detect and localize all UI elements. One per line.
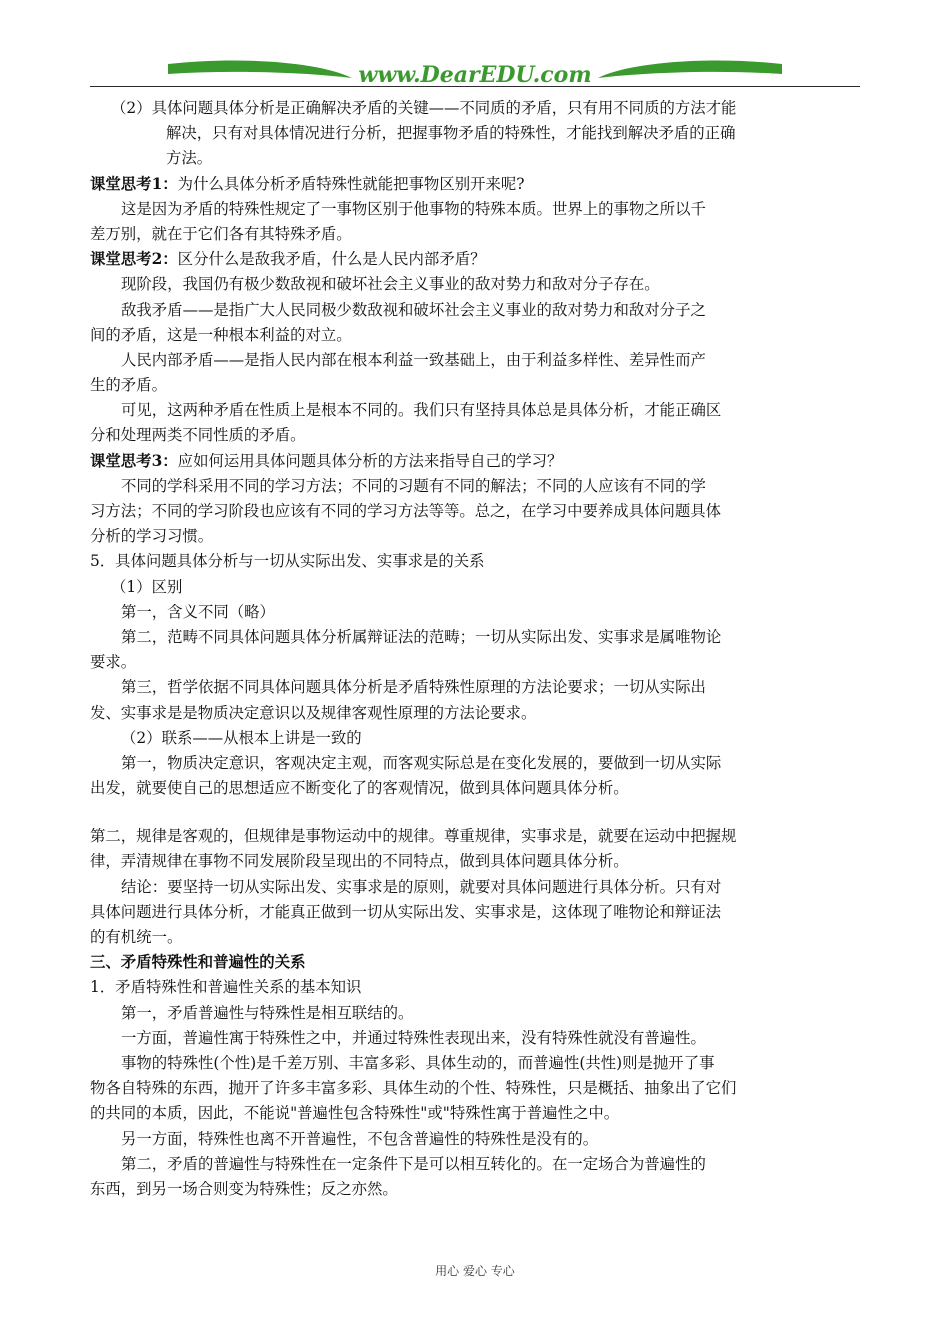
text-line	[90, 1152, 860, 1177]
line-text: 解决，只有对具体情况进行分析，把握事物矛盾的特殊性，才能找到解决矛盾的正确	[166, 124, 736, 143]
line-text: 分和处理两类不同性质的矛盾。	[90, 426, 306, 445]
line-text: 东西，到另一场合则变为特殊性；反之亦然。	[90, 1179, 398, 1198]
line-text: 结论：要坚持一切从实际出发、实事求是的原则，就要对具体问题进行具体分析。只有对	[121, 877, 722, 896]
text-line	[90, 146, 860, 171]
line-text: 5．具体问题具体分析与一切从实际出发、实事求是的关系	[90, 552, 485, 571]
text-line	[90, 549, 860, 574]
right-swoosh-icon	[598, 60, 782, 78]
text-line	[90, 575, 860, 600]
line-text: 第一，含义不同（略）	[121, 602, 275, 621]
text-line	[90, 1026, 860, 1051]
text-line	[90, 1177, 860, 1202]
line-text: 为什么具体分析矛盾特殊性就能把事物区别开来呢?	[177, 174, 525, 193]
line-text: 第一，物质决定意识，客观决定主观，而客观实际总是在变化发展的，要做到一切从实际	[121, 753, 722, 772]
line-text: 发、实事求是是物质决定意识以及规律客观性原理的方法论要求。	[90, 703, 537, 722]
line-text: 出发，就要使自己的思想适应不断变化了的客观情况，做到具体问题具体分析。	[90, 779, 629, 798]
text-line	[90, 398, 860, 423]
line-text: 敌我矛盾——是指广大人民同极少数敌视和破坏社会主义事业的敌对势力和敌对分子之	[121, 300, 706, 319]
line-text: 差万别，就在于它们各有其特殊矛盾。	[90, 224, 352, 243]
line-text: 的共同的本质，因此，不能说"普遍性包含特殊性"或"特殊性寓于普遍性之中。	[90, 1104, 620, 1123]
line-text: 区分什么是敌我矛盾，什么是人民内部矛盾？	[177, 250, 486, 269]
text-line	[90, 298, 860, 323]
line-text: 三、矛盾特殊性和普遍性的关系	[90, 953, 306, 972]
text-line	[90, 925, 860, 950]
line-text: 事物的特殊性(个性)是千差万别、丰富多彩、具体生动的，而普遍性(共性)则是抛开了事	[121, 1053, 715, 1072]
line-text: 现阶段，我国仍有极少数敌视和破坏社会主义事业的敌对势力和敌对分子存在。	[121, 275, 660, 294]
line-text: 不同的学科采用不同的学习方法；不同的习题有不同的解法；不同的人应该有不同的学	[121, 476, 706, 495]
text-line	[90, 625, 860, 650]
text-line	[90, 675, 860, 700]
dearedu-logo	[90, 48, 860, 98]
text-line	[90, 96, 860, 121]
line-text: 第三，哲学依据不同具体问题具体分析是矛盾特殊性原理的方法论要求；一切从实际出	[121, 678, 706, 697]
text-line	[90, 1101, 860, 1126]
line-text: 间的矛盾，这是一种根本利益的对立。	[90, 325, 352, 344]
text-line	[90, 824, 860, 849]
line-text: 的有机统一。	[90, 928, 183, 946]
line-text: 习方法；不同的学习阶段也应该有不同的学习方法等等。总之，在学习中要养成具体问题具体	[90, 502, 722, 520]
text-line	[90, 197, 860, 222]
text-line	[90, 373, 860, 398]
line-text: 第二，范畴不同具体问题具体分析属辩证法的范畴；一切从实际出发、实事求是属唯物论	[121, 627, 722, 646]
line-text: 另一方面，特殊性也离不开普遍性，不包含普遍性的特殊性是没有的。	[121, 1129, 599, 1148]
question-line	[90, 449, 860, 474]
question-line	[90, 247, 860, 272]
text-line	[90, 801, 860, 824]
text-line	[90, 222, 860, 247]
question-label: 课堂思考2：	[90, 250, 178, 269]
page-header	[90, 48, 860, 98]
line-text: 生的矛盾。	[90, 376, 167, 395]
header-rule	[90, 86, 860, 87]
text-line	[90, 474, 860, 499]
text-line	[90, 323, 860, 348]
line-text: 这是因为矛盾的特殊性规定了一事物区别于他事物的特殊本质。世界上的事物之所以千	[121, 199, 706, 218]
question-label: 课堂思考1：	[90, 174, 178, 193]
site-name: www.DearEDU.com	[358, 62, 592, 88]
line-text: 律，弄清规律在事物不同发展阶段呈现出的不同特点，做到具体问题具体分析。	[90, 852, 629, 871]
text-line	[90, 1076, 860, 1101]
text-line	[90, 650, 860, 675]
line-text: 第二，规律是客观的，但规律是事物运动中的规律。尊重规律，实事求是，就要在运动中把握规	[90, 827, 737, 846]
text-line	[90, 272, 860, 297]
text-line	[90, 849, 860, 874]
line-text: 1．矛盾特殊性和普遍性关系的基本知识	[90, 978, 362, 997]
left-swoosh-icon	[168, 60, 352, 78]
text-line	[90, 121, 860, 146]
text-line	[90, 726, 860, 751]
text-line	[90, 600, 860, 625]
page-footer: 用心 爱心 专心	[435, 1264, 515, 1278]
line-text: 应如何运用具体问题具体分析的方法来指导自己的学习？	[177, 451, 563, 470]
text-line	[90, 1001, 860, 1026]
text-line	[90, 1051, 860, 1076]
section-heading	[90, 950, 860, 975]
line-text: 第二，矛盾的普遍性与特殊性在一定条件下是可以相互转化的。在一定场合为普遍性的	[121, 1154, 706, 1173]
line-text: 可见，这两种矛盾在性质上是根本不同的。我们只有坚持具体总是具体分析，才能正确区	[121, 401, 722, 420]
text-line	[90, 499, 860, 524]
line-text: 具体问题进行具体分析，才能真正做到一切从实际出发、实事求是，这体现了唯物论和辩证法	[90, 902, 722, 921]
question-line	[90, 172, 860, 197]
text-line	[90, 875, 860, 900]
text-line	[90, 701, 860, 726]
text-line	[90, 1127, 860, 1152]
line-text: 要求。	[90, 653, 137, 672]
line-text: （2）具体问题具体分析是正确解决矛盾的关键——不同质的矛盾，只有用不同质的方法才能	[111, 99, 737, 117]
line-text: 方法。	[166, 149, 213, 168]
line-text: 物各自特殊的东西，抛开了许多丰富多彩、具体生动的个性、特殊性，只是概括、抽象出了它们	[90, 1079, 737, 1098]
text-line	[90, 524, 860, 549]
text-line	[90, 751, 860, 776]
line-text: 分析的学习习惯。	[90, 527, 214, 546]
text-line	[90, 348, 860, 373]
text-line	[90, 776, 860, 801]
document-body	[90, 96, 860, 1202]
line-text: 人民内部矛盾——是指人民内部在根本利益一致基础上，由于利益多样性、差异性而产	[121, 350, 706, 369]
line-text: （1）区别	[111, 577, 183, 596]
line-text: （2）联系——从根本上讲是一致的	[121, 728, 362, 747]
line-text: 一方面，普遍性寓于特殊性之中，并通过特殊性表现出来，没有特殊性就没有普遍性。	[121, 1028, 706, 1047]
text-line	[90, 975, 860, 1000]
line-text: 第一，矛盾普遍性与特殊性是相互联结的。	[121, 1003, 414, 1022]
text-line	[90, 900, 860, 925]
question-label: 课堂思考3：	[90, 451, 178, 470]
text-line	[90, 423, 860, 448]
